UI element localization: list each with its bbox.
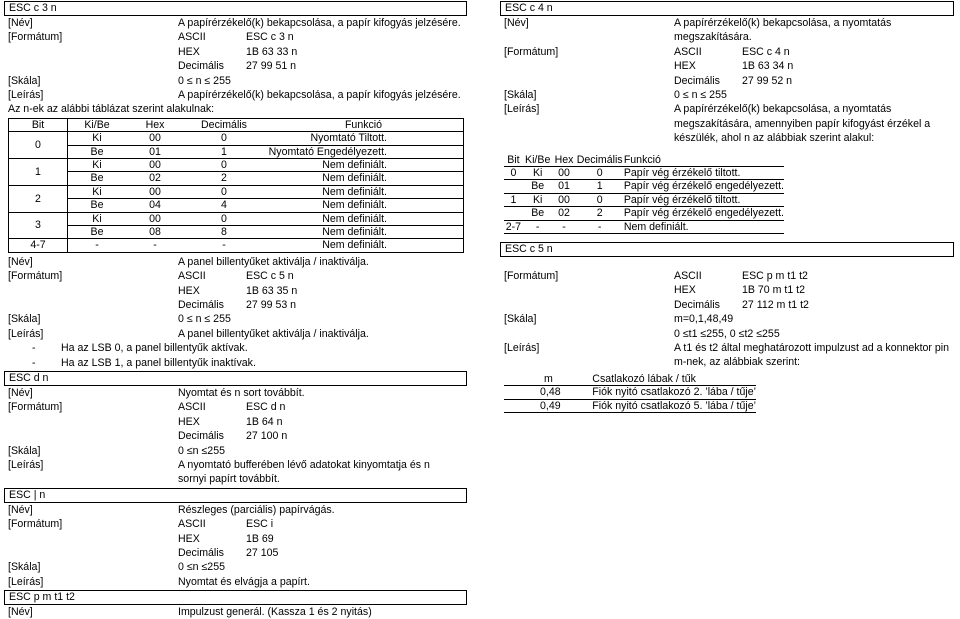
scale-row	[500, 88, 954, 102]
table-cell: Be	[523, 207, 553, 220]
decimal-row	[4, 429, 467, 443]
table-cell: Nyomtató Tiltott.	[264, 132, 464, 145]
table-cell: Be	[68, 172, 127, 185]
name-row	[4, 255, 467, 269]
hex-value: 1B 63 34 n	[742, 60, 794, 73]
description-row	[500, 102, 954, 145]
decimal-value: 27 99 51 n	[246, 60, 297, 73]
table-row	[9, 172, 464, 185]
format-ascii-row	[500, 269, 954, 283]
ascii-value: ESC i	[246, 518, 274, 531]
hex-value: 1B 63 35 n	[246, 284, 298, 297]
description-label: [Leírás]	[8, 575, 44, 588]
table-row	[9, 226, 464, 239]
table-row	[504, 399, 756, 412]
ascii-value: ESC c 4 n	[742, 45, 790, 58]
table-cell: 00	[126, 132, 184, 145]
table-cell: 00	[553, 193, 576, 206]
format-ascii-row	[4, 269, 467, 283]
table-cell: Ki	[68, 132, 127, 145]
bit-cell: 4-7	[9, 239, 68, 252]
description-label: [Leírás]	[504, 103, 540, 116]
hex-label: HEX	[674, 60, 696, 73]
format-label: [Formátum]	[504, 45, 559, 58]
decimal-row	[4, 59, 467, 73]
command-header-esc-c4: ESC c 4 n	[500, 1, 954, 16]
table-header: Funkció	[624, 154, 784, 167]
decimal-row	[4, 298, 467, 312]
table-row	[504, 207, 784, 220]
table-cell: Nyomtató Engedélyezett.	[264, 145, 464, 158]
description-text: A panel billentyűket aktiválja / inaktiválja.	[178, 327, 369, 340]
decimal-label: Decimális	[178, 430, 224, 443]
scale-row	[4, 74, 467, 88]
description-label: [Leírás]	[8, 327, 44, 340]
table-cell: 02	[126, 172, 184, 185]
table-cell	[504, 207, 523, 220]
table-cell: 00	[553, 167, 576, 180]
table-header: Bit	[504, 154, 523, 167]
table-cell: Ki	[68, 158, 127, 171]
table-row	[9, 132, 464, 145]
name-row	[500, 16, 954, 45]
table-cell: Nem definiált.	[264, 185, 464, 198]
table-cell: Nem definiált.	[264, 172, 464, 185]
command-header-esc-p: ESC p m t1 t2	[4, 590, 467, 605]
scale-label: [Skála]	[8, 74, 41, 87]
table-cell: 04	[126, 199, 184, 212]
table-cell: Nem definiált.	[264, 239, 464, 252]
hex-row	[500, 283, 954, 297]
table-cell: 00	[126, 212, 184, 225]
table-cell: 0	[184, 158, 264, 171]
hex-value: 1B 70 m t1 t2	[742, 284, 806, 297]
table-header: Bit	[9, 118, 68, 131]
description-label: [Leírás]	[504, 341, 540, 354]
table-row	[9, 145, 464, 158]
table-cell: 2-7	[505, 220, 522, 233]
bullet-item: - Ha az LSB 0, a panel billentyűk aktívak.	[32, 342, 248, 355]
table-cell: Nem definiált.	[264, 226, 464, 239]
description-label: [Leírás]	[8, 458, 44, 471]
name-label: [Név]	[8, 606, 33, 619]
table-cell: Papír vég érzékelő engedélyezett.	[623, 180, 784, 193]
ascii-label: ASCII	[178, 518, 206, 531]
scale-value: 0 ≤ n ≤ 255	[674, 88, 727, 101]
hex-label: HEX	[178, 284, 200, 297]
table-cell: 0	[504, 167, 523, 180]
table-cell: 0,48	[504, 386, 592, 399]
scale-label: [Skála]	[504, 313, 537, 326]
bit-cell: 1	[9, 158, 68, 185]
table-header: Ki/Be	[523, 154, 553, 167]
table-row	[9, 212, 464, 225]
hex-label: HEX	[674, 284, 696, 297]
table-cell: 02	[553, 207, 576, 220]
table-cell: 01	[126, 145, 184, 158]
ascii-value: ESC c 5 n	[246, 270, 294, 283]
hex-row	[4, 284, 467, 298]
bullet-item: - Ha az LSB 1, a panel billentyűk inaktívak.	[32, 356, 256, 369]
table-header: Funkció	[264, 118, 464, 131]
table-cell: 0	[184, 132, 264, 145]
table-cell: 2	[575, 207, 623, 220]
table-header-row	[504, 154, 784, 167]
ascii-label: ASCII	[674, 45, 702, 58]
table-cell: 0	[184, 212, 264, 225]
table-row	[9, 199, 464, 212]
decimal-value: 27 112 m t1 t2	[742, 298, 809, 311]
table-cell: -	[553, 220, 576, 233]
description-label: [Leírás]	[8, 88, 44, 101]
description-text: A papírérzékelő(k) bekapcsolása, a papír kifogyás jelzésére.	[178, 88, 461, 101]
scale-value: 0 ≤ n ≤ 255	[178, 74, 231, 87]
format-label: [Formátum]	[8, 31, 63, 44]
table-intro: Az n-ek az alábbi táblázat szerint alakulnak:	[8, 103, 215, 116]
decimal-label: Decimális	[178, 60, 224, 73]
table-cell: 1	[184, 145, 264, 158]
scale-label: [Skála]	[504, 88, 537, 101]
name-row	[4, 16, 467, 30]
description-text: A t1 és t2 által meghatározott impulzust ad a konnektor pin m-nek, az alábbiak szerint:	[674, 341, 950, 369]
ascii-label: ASCII	[178, 401, 206, 414]
table-cell: 00	[126, 185, 184, 198]
name-label: [Név]	[8, 255, 33, 268]
table-cell: Papír vég érzékelő engedélyezett.	[623, 207, 784, 220]
table-cell: 0	[184, 185, 264, 198]
name-label: [Név]	[8, 503, 33, 516]
format-label: [Formátum]	[8, 270, 63, 283]
table-row	[9, 239, 464, 252]
table-cell: 2	[184, 172, 264, 185]
table-cell: -	[184, 239, 264, 252]
table-cell: -	[523, 220, 553, 233]
name-text: Részleges (parciális) papírvágás.	[178, 503, 335, 516]
table-cell: Be	[523, 180, 553, 193]
scale-value: 0 ≤t1 ≤255, 0 ≤t2 ≤255	[674, 327, 780, 340]
decimal-row	[500, 298, 954, 312]
table-row	[9, 185, 464, 198]
table-cell: 0,49	[504, 399, 592, 412]
scale-value: 0 ≤n ≤255	[178, 444, 225, 457]
scale-value: 0 ≤ n ≤ 255	[178, 313, 231, 326]
description-text: A papírérzékelő(k) bekapcsolása, a nyomtatás megszakítására, amennyiben papír kifogyást érzékel a készülék, ahol n az alábbiak szerint alakul:	[674, 103, 931, 145]
format-label: [Formátum]	[8, 401, 63, 414]
table-header: Hex	[126, 118, 184, 131]
ascii-value: ESC d n	[246, 401, 286, 414]
table-cell: -	[126, 239, 184, 252]
hex-label: HEX	[178, 45, 200, 58]
format-ascii-row	[500, 45, 954, 59]
description-row	[500, 341, 954, 370]
ascii-label: ASCII	[178, 270, 206, 283]
table-cell: 8	[184, 226, 264, 239]
scale-value: m=0,1,48,49	[674, 313, 734, 326]
hex-label: HEX	[178, 532, 200, 545]
name-row	[4, 605, 467, 619]
decimal-row	[500, 74, 954, 88]
table-cell: 1	[575, 180, 623, 193]
decimal-value: 27 105	[246, 546, 279, 559]
table-cell: 0	[575, 167, 623, 180]
name-row	[4, 503, 467, 517]
scale-label: [Skála]	[8, 561, 41, 574]
connector-pin-table	[504, 373, 756, 413]
table-cell: Papír vég érzékelő tiltott.	[624, 167, 784, 180]
format-ascii-row	[4, 30, 467, 44]
bit-cell: 2	[9, 185, 68, 212]
table-cell: 08	[126, 226, 184, 239]
bullet-text: Ha az LSB 0, a panel billentyűk aktívak.	[61, 342, 248, 355]
name-text: A panel billentyűket aktiválja / inaktiválja.	[178, 255, 369, 268]
hex-label: HEX	[178, 415, 200, 428]
table-cell: 1	[504, 193, 523, 206]
table-cell: -	[68, 239, 127, 252]
table-cell: Nem definiált.	[264, 212, 464, 225]
hex-value: 1B 63 33 n	[246, 45, 298, 58]
table-cell: Ki	[68, 212, 127, 225]
table-cell: Ki	[523, 193, 553, 206]
table-row	[504, 220, 784, 233]
name-text: Impulzust generál. (Kassza 1 és 2 nyitás)	[178, 606, 372, 619]
description-row	[4, 88, 467, 102]
name-text: Nyomtat és n sort továbbít.	[178, 386, 305, 399]
table-row	[504, 193, 784, 206]
command-header-esc-c5: ESC c 5 n	[500, 242, 954, 257]
bit-cell: 0	[9, 132, 68, 159]
bullet-text: Ha az LSB 1, a panel billentyűk inaktívak.	[61, 356, 256, 369]
name-text: A papírérzékelő(k) bekapcsolása, a nyomtatás megszakítására.	[674, 17, 892, 44]
scale-row	[4, 560, 467, 574]
table-cell: 01	[553, 180, 576, 193]
description-text: A nyomtató bufferében lévő adatokat kinyomtatja és n sornyi papírt továbbít.	[178, 458, 430, 486]
table-header: Hex	[553, 154, 576, 167]
table-cell: Fiók nyitó csatlakozó 2. ’lába / tűje’	[592, 386, 756, 399]
table-row	[9, 158, 464, 171]
name-label: [Név]	[504, 17, 529, 29]
decimal-row	[4, 546, 467, 560]
table-cell: Be	[68, 199, 127, 212]
scale-label: [Skála]	[8, 313, 41, 326]
table-header: Ki/Be	[68, 118, 127, 131]
description-row	[4, 327, 467, 341]
name-label: [Név]	[8, 386, 33, 399]
name-row	[4, 386, 467, 400]
format-ascii-row	[4, 517, 467, 531]
description-row	[4, 458, 467, 487]
scale-row	[500, 312, 954, 326]
command-header-esc-c3: ESC c 3 n	[4, 1, 467, 16]
ascii-label: ASCII	[674, 270, 702, 283]
table-header: Decimális	[184, 118, 264, 131]
hex-row	[4, 45, 467, 59]
table-cell	[504, 180, 523, 193]
format-ascii-row	[4, 400, 467, 414]
hex-row	[500, 59, 954, 73]
format-label: [Formátum]	[504, 270, 559, 283]
table-cell: Nem definiált.	[264, 158, 464, 171]
command-header-esc-i: ESC | n	[4, 488, 467, 503]
paper-sensor-table	[504, 154, 784, 234]
table-cell: Nem definiált.	[264, 199, 464, 212]
decimal-label: Decimális	[178, 299, 224, 311]
table-header: Decimális	[576, 153, 623, 166]
table-row	[504, 180, 784, 193]
table-cell: Nem definiált.	[624, 220, 784, 233]
table-header-row	[504, 373, 756, 386]
table-header-row	[9, 118, 464, 131]
hex-value: 1B 69	[246, 532, 274, 545]
table-row	[504, 167, 784, 180]
table-cell: Ki	[523, 167, 553, 180]
table-cell: 0	[575, 193, 623, 206]
table-cell: 00	[126, 158, 184, 171]
scale-label: [Skála]	[8, 444, 41, 457]
table-cell: Papír vég érzékelő tiltott.	[624, 193, 784, 206]
description-text: Nyomtat és elvágja a papírt.	[178, 575, 310, 588]
left-column	[4, 0, 467, 619]
table-header: m	[504, 373, 592, 386]
table-cell: 4	[184, 199, 264, 212]
table-row	[504, 386, 756, 399]
command-header-esc-d: ESC d n	[4, 371, 467, 386]
decimal-value: 27 99 52 n	[742, 74, 793, 87]
table-cell: Ki	[68, 185, 127, 198]
bit-cell: 3	[9, 212, 68, 239]
table-cell: -	[575, 220, 623, 233]
table-cell: Fiók nyitó csatlakozó 5. ’lába / tűje’	[592, 399, 756, 412]
description-row	[4, 575, 467, 589]
format-label: [Formátum]	[8, 518, 63, 531]
table-header: Csatlakozó lábak / tűk	[592, 373, 756, 386]
ascii-value: ESC p m t1 t2	[742, 270, 808, 283]
hex-row	[4, 415, 467, 429]
table-cell: Be	[68, 226, 127, 239]
decimal-label: Decimális	[178, 546, 224, 559]
name-text: A papírérzékelő(k) bekapcsolása, a papír kifogyás jelzésére.	[178, 17, 461, 29]
hex-value: 1B 64 n	[246, 415, 283, 428]
scale-row	[4, 312, 467, 326]
decimal-value: 27 99 53 n	[246, 299, 297, 311]
bit-function-table	[8, 118, 464, 253]
scale-row	[4, 444, 467, 458]
table-cell: Be	[68, 145, 127, 158]
decimal-label: Decimális	[674, 298, 720, 311]
hex-row	[4, 532, 467, 546]
right-column	[500, 0, 954, 413]
scale-value: 0 ≤n ≤255	[178, 561, 225, 574]
name-label: [Név]	[8, 17, 33, 29]
decimal-label: Decimális	[674, 74, 720, 87]
decimal-value: 27 100 n	[246, 430, 288, 443]
scale-row	[500, 327, 954, 341]
ascii-label: ASCII	[178, 31, 206, 44]
ascii-value: ESC c 3 n	[246, 31, 294, 44]
